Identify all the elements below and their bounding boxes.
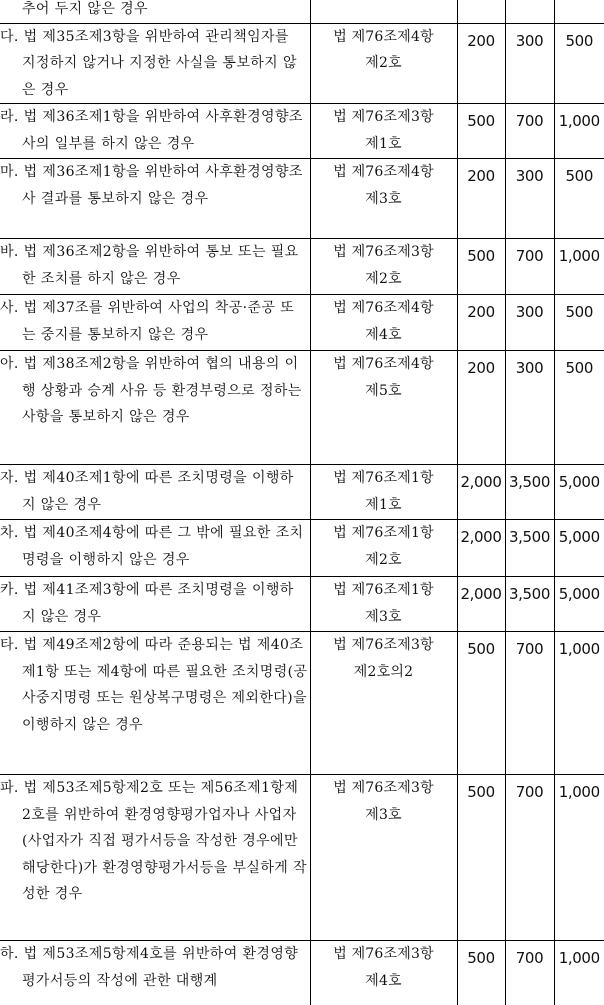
fine-third: 1,000 <box>554 632 604 775</box>
legal-basis: 법 제76조제3항 제2호 <box>310 239 457 295</box>
fine-first: 2,000 <box>457 577 505 632</box>
legal-basis: 법 제76조제4항 제3호 <box>310 159 457 239</box>
fine-second: 3,500 <box>505 577 554 632</box>
violation-description: 타. 법 제49조제2항에 따라 준용되는 법 제40조제1항 또는 제4항에 따른 필요한 조치명령(공사중지명령 또는 원상복구명령은 제외한다)을 이행하지 않은 경우 <box>0 632 310 775</box>
violation-description: 차. 법 제40조제4항에 따른 그 밖에 필요한 조치명령을 이행하지 않은 경우 <box>0 520 310 577</box>
violation-description: 다. 법 제35조제3항을 위반하여 관리책임자를 지정하지 않거나 지정한 사실을 통보하지 않은 경우 <box>0 23 310 104</box>
table-row <box>0 775 604 941</box>
legal-basis: 법 제76조제4항 제2호 <box>310 23 457 104</box>
legal-basis: 법 제76조제3항 제3호 <box>310 775 457 941</box>
violation-description: 자. 법 제40조제1항에 따른 조치명령을 이행하지 않은 경우 <box>0 465 310 520</box>
fine-first: 200 <box>457 351 505 465</box>
table-row <box>0 941 604 1005</box>
table-row <box>0 23 604 104</box>
legal-basis: 법 제76조제3항 제4호 <box>310 941 457 1005</box>
fine-first <box>457 0 505 23</box>
fine-first: 500 <box>457 239 505 295</box>
fine-second: 700 <box>505 941 554 1005</box>
table-row <box>0 0 604 23</box>
fine-second: 300 <box>505 159 554 239</box>
fine-second: 700 <box>505 775 554 941</box>
fine-third <box>554 0 604 23</box>
table-row <box>0 239 604 295</box>
violation-description: 파. 법 제53조제5항제2호 또는 제56조제1항제2호를 위반하여 환경영향평가업자나 사업자(사업자가 직접 평가서등을 작성한 경우에만 해당한다)가 환경영향평가서등을 부실하게 작성한 경우 <box>0 775 310 941</box>
fine-first: 200 <box>457 159 505 239</box>
fine-second <box>505 0 554 23</box>
fine-first: 2,000 <box>457 520 505 577</box>
violation-description: 카. 법 제41조제3항에 따른 조치명령을 이행하지 않은 경우 <box>0 577 310 632</box>
table-row <box>0 520 604 577</box>
fine-third: 5,000 <box>554 577 604 632</box>
fine-third: 500 <box>554 295 604 351</box>
fine-first: 200 <box>457 295 505 351</box>
legal-basis: 법 제76조제4항 제5호 <box>310 351 457 465</box>
violation-description: 바. 법 제36조제2항을 위반하여 통보 또는 필요한 조치를 하지 않은 경우 <box>0 239 310 295</box>
table-row <box>0 159 604 239</box>
legal-basis <box>310 0 457 23</box>
fine-third: 5,000 <box>554 465 604 520</box>
fine-first: 2,000 <box>457 465 505 520</box>
fine-third: 500 <box>554 351 604 465</box>
fine-first: 500 <box>457 775 505 941</box>
fine-second: 700 <box>505 104 554 159</box>
violation-description: 사. 법 제37조를 위반하여 사업의 착공·준공 또는 중지를 통보하지 않은 경우 <box>0 295 310 351</box>
fine-first: 500 <box>457 632 505 775</box>
fine-third: 1,000 <box>554 775 604 941</box>
fine-second: 3,500 <box>505 465 554 520</box>
fine-third: 1,000 <box>554 104 604 159</box>
fine-third: 500 <box>554 159 604 239</box>
violation-description: 추어 두지 않은 경우 <box>0 0 310 23</box>
fine-first: 500 <box>457 941 505 1005</box>
legal-basis: 법 제76조제1항 제2호 <box>310 520 457 577</box>
fine-first: 500 <box>457 104 505 159</box>
fine-second: 3,500 <box>505 520 554 577</box>
fine-third: 5,000 <box>554 520 604 577</box>
violation-description: 아. 법 제38조제2항을 위반하여 협의 내용의 이행 상황과 승계 사유 등 환경부령으로 정하는 사항을 통보하지 않은 경우 <box>0 351 310 465</box>
legal-basis: 법 제76조제4항 제4호 <box>310 295 457 351</box>
legal-basis: 법 제76조제3항 제2호의2 <box>310 632 457 775</box>
table-row <box>0 295 604 351</box>
violation-description: 하. 법 제53조제5항제4호를 위반하여 환경영향평가서등의 작성에 관한 대행계 <box>0 941 310 1005</box>
table-row <box>0 465 604 520</box>
fine-second: 300 <box>505 351 554 465</box>
fine-third: 1,000 <box>554 239 604 295</box>
fine-first: 200 <box>457 23 505 104</box>
table-row <box>0 577 604 632</box>
fine-second: 300 <box>505 295 554 351</box>
fine-second: 700 <box>505 239 554 295</box>
violation-description: 라. 법 제36조제1항을 위반하여 사후환경영향조사의 일부를 하지 않은 경우 <box>0 104 310 159</box>
legal-basis: 법 제76조제1항 제1호 <box>310 465 457 520</box>
fine-second: 700 <box>505 632 554 775</box>
fine-second: 300 <box>505 23 554 104</box>
legal-basis: 법 제76조제1항 제3호 <box>310 577 457 632</box>
table-row <box>0 351 604 465</box>
legal-basis: 법 제76조제3항 제1호 <box>310 104 457 159</box>
fine-third: 500 <box>554 23 604 104</box>
fine-third: 1,000 <box>554 941 604 1005</box>
violation-description: 마. 법 제36조제1항을 위반하여 사후환경영향조사 결과를 통보하지 않은 경우 <box>0 159 310 239</box>
table-row <box>0 104 604 159</box>
table-row <box>0 632 604 775</box>
